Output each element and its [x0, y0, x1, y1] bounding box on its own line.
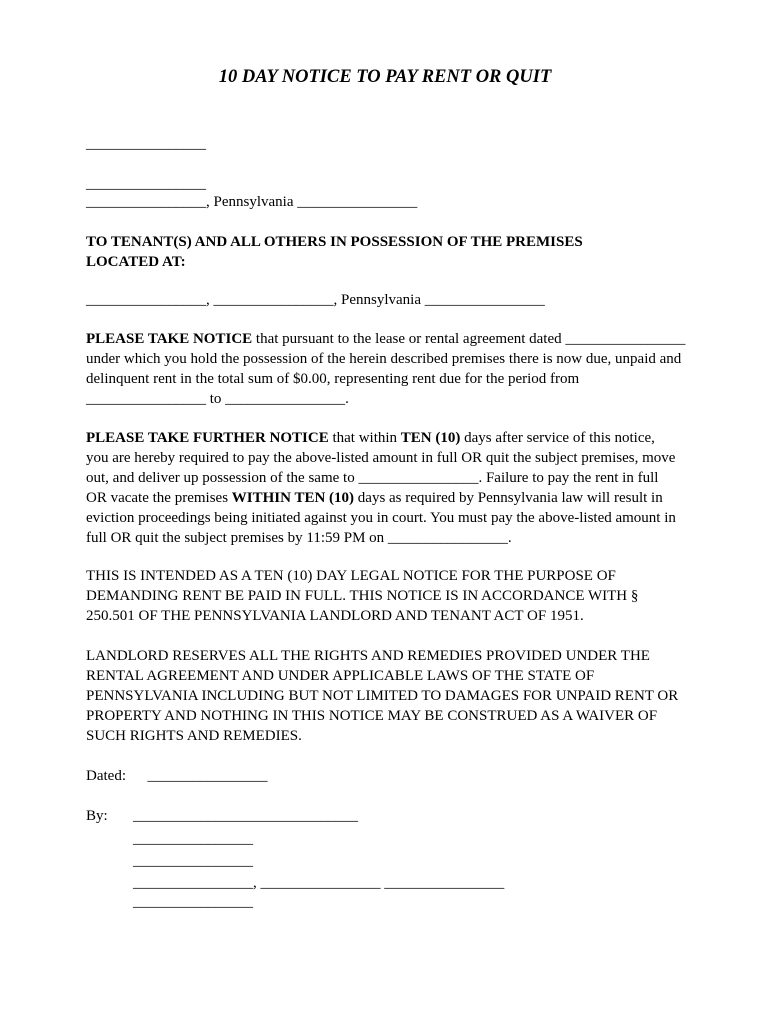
- further-lead: PLEASE TAKE FURTHER NOTICE: [86, 430, 329, 446]
- further-ten-1: TEN (10): [400, 430, 461, 446]
- notice-text: that pursuant to the lease or rental agreement dated ________________ under which you hold the possession of the herein described premises there is now due, unpaid and delinquent rent in the total sum of $0.00, representing rent due for the period from ________________ to ________________.: [86, 331, 686, 407]
- notice-paragraph: [86, 329, 688, 409]
- notice-lead: PLEASE TAKE NOTICE: [86, 331, 253, 347]
- address-line-1: ________________: [86, 176, 206, 192]
- signature-line: ______________________________: [133, 808, 358, 824]
- to-tenant-heading: TO TENANT(S) AND ALL OTHERS IN POSSESSION OF THE PREMISES LOCATED AT:: [86, 234, 583, 270]
- legal-notice-paragraph: THIS IS INTENDED AS A TEN (10) DAY LEGAL NOTICE FOR THE PURPOSE OF DEMANDING RENT BE PAID IN FULL. THIS NOTICE IS IN ACCORDANCE WITH § 250.501 OF THE PENNSYLVANIA LANDLORD AND TENANT ACT OF 1951.: [86, 568, 639, 624]
- landlord-address-line: ________________: [133, 853, 253, 869]
- landlord-city-state-zip-line: ________________, ________________ ________________: [133, 875, 505, 891]
- dated-row: [86, 766, 686, 786]
- further-text-2: days after service of this notice, you are hereby required to pay the above-listed amount in full OR quit the subject premises, move out, and deliver up possession of the same to ________________. Failure to pay the rent in full OR vacate the premises: [86, 430, 676, 506]
- further-ten-2: WITHIN TEN (10): [231, 490, 355, 506]
- further-text-3: days as required by Pennsylvania law will result in eviction proceedings being initiated against you in court. You must pay the above-listed amount in full OR quit the subject premises by 11:59 PM on ________________.: [86, 490, 676, 546]
- address-line-2: ________________, Pennsylvania ________________: [86, 194, 418, 210]
- dated-blank: ________________: [147, 768, 268, 784]
- dated-label: Dated:: [86, 768, 126, 784]
- document-title: 10 DAY NOTICE TO PAY RENT OR QUIT: [218, 67, 552, 87]
- date-blank: ________________: [86, 136, 206, 152]
- premises-line: ________________, ________________, Pennsylvania ________________: [86, 292, 545, 308]
- further-text-1: that within: [328, 430, 401, 446]
- landlord-reserves-paragraph: LANDLORD RESERVES ALL THE RIGHTS AND REMEDIES PROVIDED UNDER THE RENTAL AGREEMENT AND UNDER APPLICABLE LAWS OF THE STATE OF PENNSYLVANIA INCLUDING BUT NOT LIMITED TO DAMAGES FOR UNPAID RENT OR PROPERTY AND NOTHING IN THIS NOTICE MAY BE CONSTRUED AS A WAIVER OF SUCH RIGHTS AND REMEDIES.: [86, 648, 679, 744]
- landlord-name-line: ________________: [133, 831, 253, 847]
- further-notice-paragraph: [86, 428, 680, 548]
- landlord-phone-line: ________________: [133, 894, 253, 910]
- by-label: By:: [86, 808, 108, 824]
